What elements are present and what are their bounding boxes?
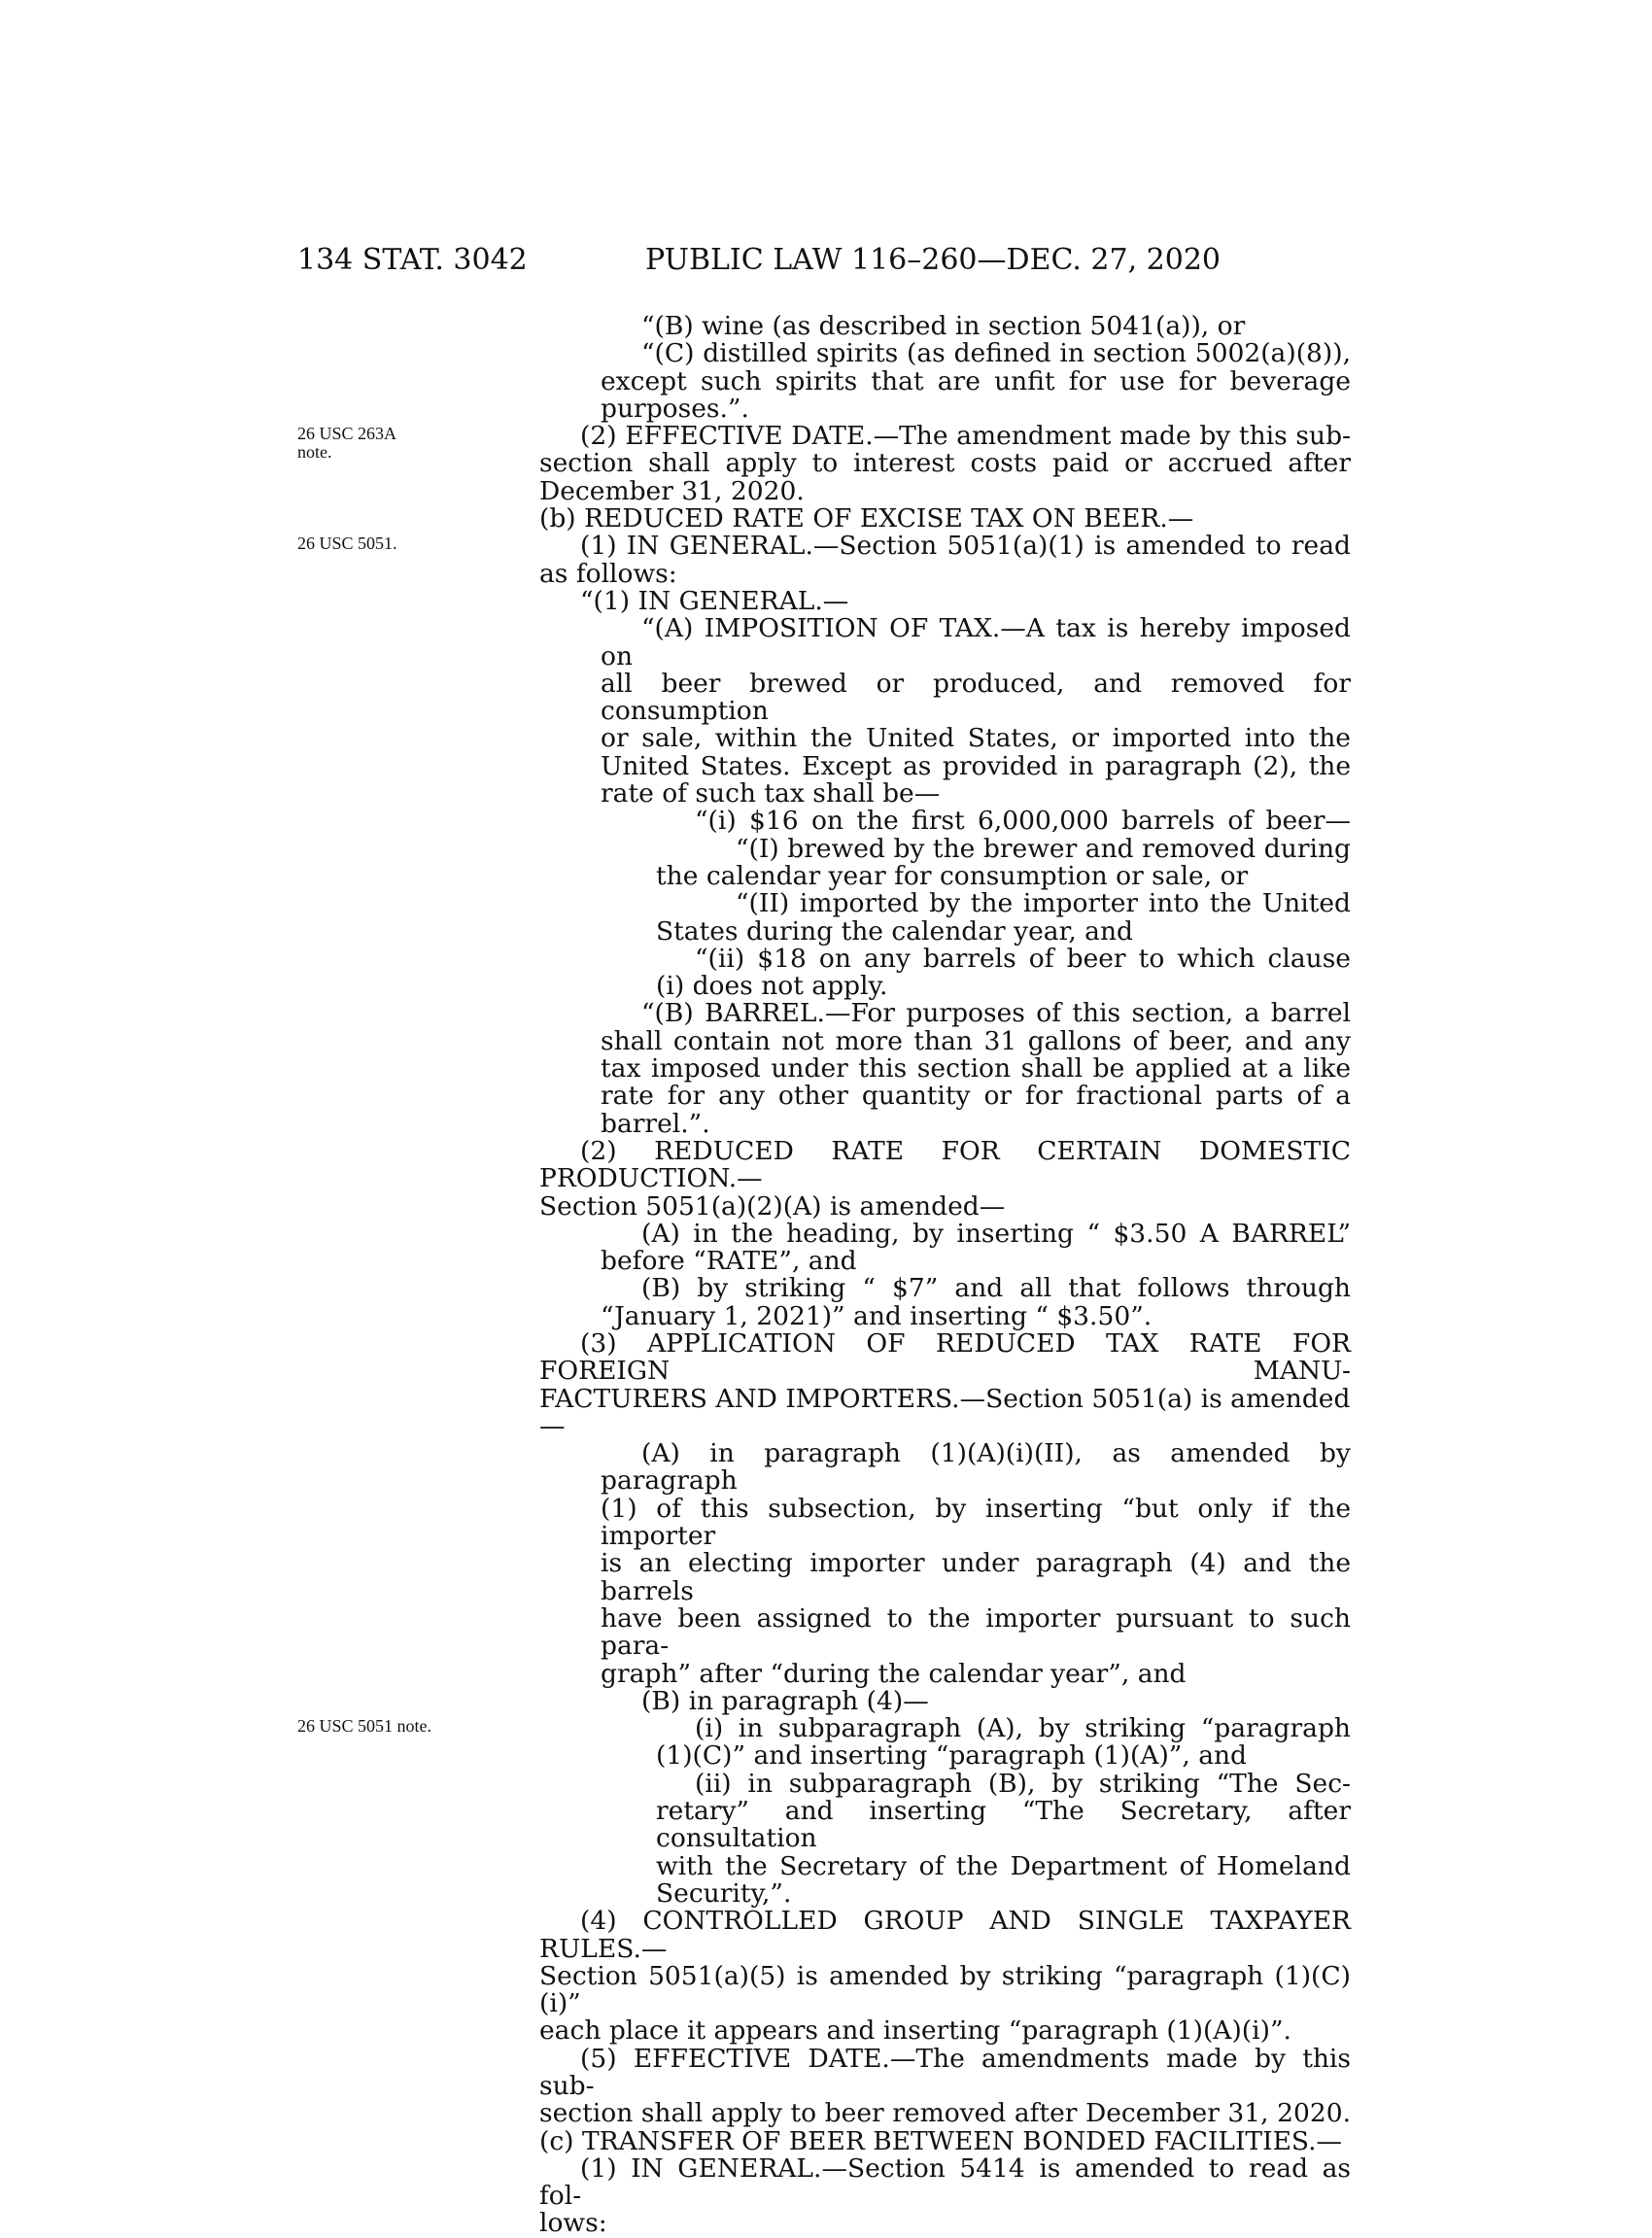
text-line: rate for any other quantity or for fractional parts of a [601, 1081, 1351, 1112]
text-line: shall contain not more than 31 gallons of beer, and any [601, 1025, 1351, 1056]
text-line: “January 1, 2021)” and inserting “ $3.50”. [601, 1300, 1153, 1331]
text-line: is an electing importer under paragraph (4) and the barrels [601, 1548, 1351, 1606]
text-line: all beer brewed or produced, and removed for consumption [601, 668, 1351, 727]
text-line: section shall apply to interest costs paid or accrued after [539, 448, 1351, 479]
text-line: (1) of this subsection, by inserting “but only if the importer [601, 1493, 1351, 1552]
text-line: “(1) IN GENERAL.— [580, 585, 849, 616]
text-line: (A) in paragraph (1)(A)(i)(II), as amended by paragraph [601, 1438, 1351, 1497]
text-line: retary” and inserting “The Secretary, after consultation [656, 1796, 1351, 1854]
margin-note: 26 USC 5051 note. [297, 1716, 432, 1736]
page-stat-citation: 134 STAT. 3042 [297, 243, 528, 277]
text-line: the calendar year for consumption or sale, or [656, 860, 1249, 891]
text-line: tax imposed under this section shall be applied at a like [601, 1053, 1351, 1085]
text-line: United States. Except as provided in paragraph (2), the [601, 750, 1351, 781]
page-running-header: PUBLIC LAW 116–260—DEC. 27, 2020 [645, 243, 1222, 277]
text-line: (1) IN GENERAL.—Section 5051(a)(1) is amended to read [580, 531, 1351, 562]
text-line: “(C) distilled spirits (as defined in section 5002(a)(8)), [641, 338, 1351, 369]
margin-note: 26 USC 5051. [297, 534, 397, 553]
text-line: with the Secretary of the Department of Homeland [656, 1850, 1351, 1881]
text-line: purposes.”. [601, 393, 749, 424]
text-line: “(B) BARREL.—For purposes of this section, a barrel [641, 998, 1351, 1029]
text-line: (5) EFFECTIVE DATE.—The amendments made by this sub- [539, 2043, 1351, 2101]
text-line: December 31, 2020. [539, 475, 805, 506]
text-line: States during the calendar year, and [656, 915, 1134, 947]
text-line: FACTURERS AND IMPORTERS.—Section 5051(a) is amended— [539, 1383, 1351, 1441]
text-line: (1) IN GENERAL.—Section 5414 is amended to read as fol- [539, 2152, 1351, 2212]
text-line: lows: [539, 2208, 607, 2238]
text-line: (b) REDUCED RATE OF EXCISE TAX ON BEER.— [539, 503, 1194, 534]
text-line: have been assigned to the importer pursuant to such para- [601, 1602, 1351, 1662]
text-line: each place it appears and inserting “paragraph (1)(A)(i)”. [539, 2015, 1291, 2047]
text-line: rate of such tax shall be— [601, 778, 941, 809]
text-line: (ii) in subparagraph (B), by striking “The Sec- [695, 1768, 1351, 1799]
text-line: “(A) IMPOSITION OF TAX.—A tax is hereby imposed on [601, 613, 1351, 671]
text-line: (i) in subparagraph (A), by striking “paragraph [695, 1713, 1351, 1744]
text-line: (3) APPLICATION OF REDUCED TAX RATE FOR FOREIGN MANU- [539, 1327, 1351, 1387]
text-line: as follows: [539, 558, 677, 589]
text-line: (1)(C)” and inserting “paragraph (1)(A)”, and [656, 1740, 1248, 1772]
text-line: before “RATE”, and [601, 1246, 857, 1277]
text-line: (2) EFFECTIVE DATE.—The amendment made by this sub- [580, 421, 1351, 452]
text-line: section shall apply to beer removed after December 31, 2020. [539, 2098, 1351, 2129]
text-line: barrel.”. [601, 1108, 710, 1139]
text-line: “(ii) $18 on any barrels of beer to which clause [695, 943, 1351, 974]
text-line: “(B) wine (as described in section 5041(a)), or [641, 311, 1246, 341]
text-line: Section 5051(a)(2)(A) is amended— [539, 1190, 1006, 1222]
text-line: “(II) imported by the importer into the United [736, 888, 1351, 919]
text-line: (4) CONTROLLED GROUP AND SINGLE TAXPAYER RULES.— [539, 1906, 1351, 1964]
text-line: (i) does not apply. [656, 971, 888, 1002]
text-line: Section 5051(a)(5) is amended by striking “paragraph (1)(C)(i)” [539, 1960, 1351, 2019]
text-line: (B) by striking “ $7” and all that follows through [641, 1273, 1351, 1304]
text-line: “(I) brewed by the brewer and removed during [736, 833, 1351, 864]
text-line: graph” after “during the calendar year”, and [601, 1658, 1187, 1689]
text-line: (c) TRANSFER OF BEER BETWEEN BONDED FACILITIES.— [539, 2125, 1343, 2156]
margin-note: 26 USC 263A note. [297, 424, 396, 462]
text-line: Security,”. [656, 1877, 792, 1909]
text-line: (B) in paragraph (4)— [641, 1685, 929, 1716]
text-line: (A) in the heading, by inserting “ $3.50 A BARREL” [641, 1218, 1351, 1249]
statute-body-text [539, 313, 1351, 2238]
text-line: except such spirits that are unfit for use for beverage [601, 365, 1351, 396]
text-line: (2) REDUCED RATE FOR CERTAIN DOMESTIC PRODUCTION.— [539, 1135, 1351, 1194]
text-line: or sale, within the United States, or imported into the [601, 723, 1351, 754]
text-line: “(i) $16 on the first 6,000,000 barrels of beer— [695, 806, 1351, 837]
